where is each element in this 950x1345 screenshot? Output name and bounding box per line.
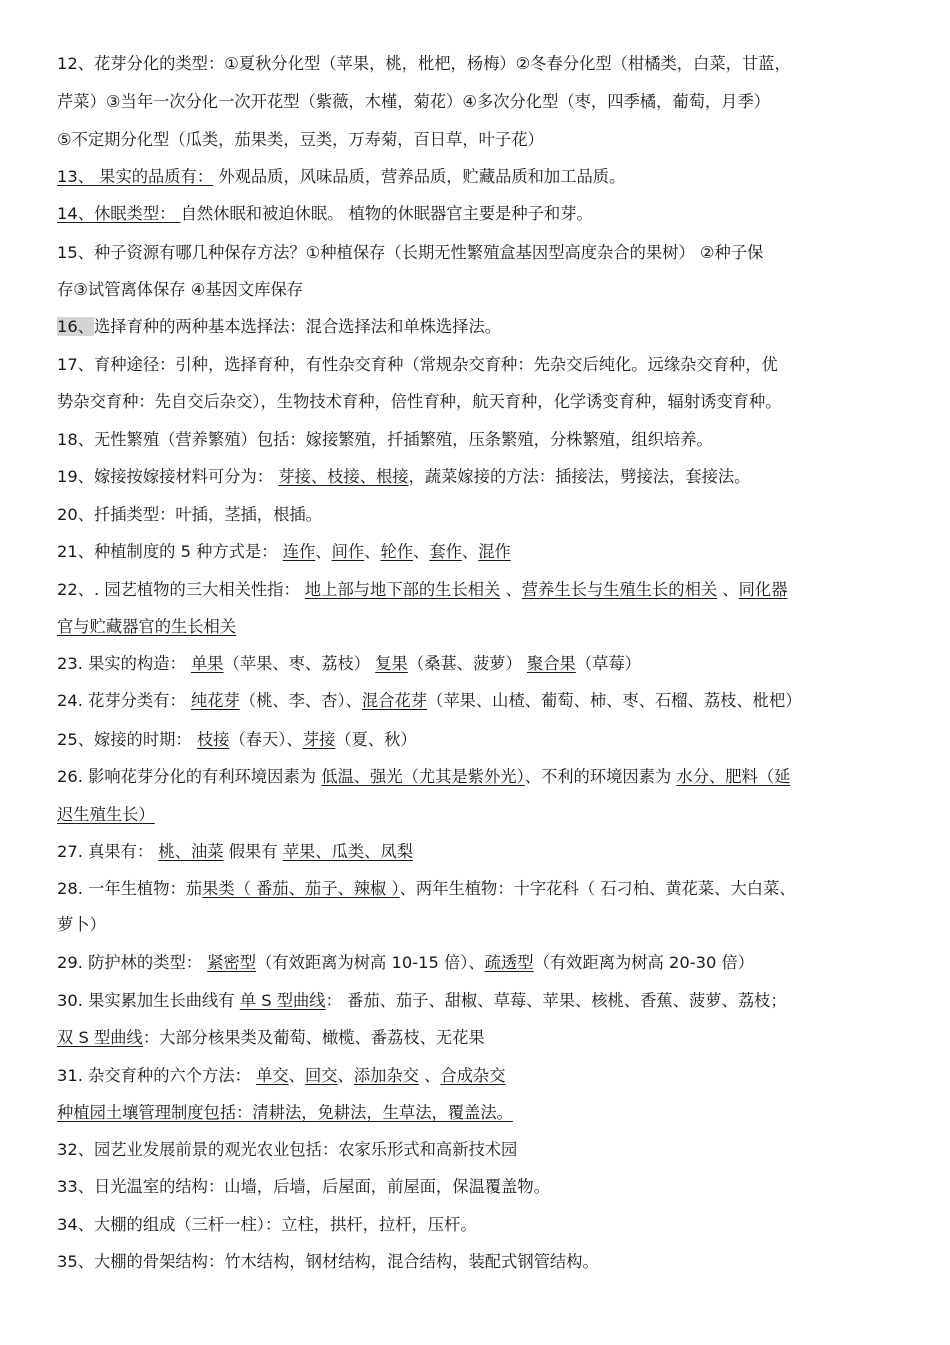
underlined-text: 低温、强光（尤其是紫外光） <box>321 767 525 786</box>
text-segment: 25、嫁接的时期： <box>57 730 197 749</box>
text-segment: 19、嫁接按嫁接材料可分为： <box>57 467 279 486</box>
text-line <box>57 277 898 303</box>
text-line <box>57 1100 898 1126</box>
text-segment: 27. 真果有： <box>57 842 159 861</box>
underlined-text: 复果 <box>375 654 408 673</box>
text-segment: 自然休眠和被迫休眠。 植物的休眠器官主要是种子和芽。 <box>180 204 593 223</box>
text-line <box>57 539 898 565</box>
text-segment: ⑤不定期分化型（瓜类，茄果类，豆类，万寿菊，百日草，叶子花） <box>57 130 544 149</box>
underlined-text: 13、 果实的品质有： <box>57 167 214 186</box>
text-segment: 、 <box>461 542 479 561</box>
text-line <box>57 688 898 714</box>
underlined-text: 合成杂交 <box>440 1066 506 1085</box>
underlined-text: 水分、肥料（延 <box>676 767 791 786</box>
underlined-text: 混合花芽 <box>361 691 428 710</box>
text-segment: 假果有 <box>223 842 283 861</box>
text-line <box>57 127 898 153</box>
text-line <box>57 1137 898 1163</box>
text-segment: 22、. 园艺植物的三大相关性指： <box>57 580 305 599</box>
text-line <box>57 201 898 227</box>
text-line <box>57 352 898 378</box>
underlined-text: 同化器 <box>738 580 788 599</box>
underlined-text: 枝接 <box>196 730 230 749</box>
text-line <box>57 502 898 528</box>
underlined-text: 种植园土壤管理制度包括：清耕法，免耕法，生草法，覆盖法。 <box>57 1103 513 1122</box>
text-segment: ： 番茄、茄子、甜椒、草莓、苹果、核桃、香蕉、菠萝、荔枝； <box>325 991 787 1010</box>
text-segment: 15、种子资源有哪几种保存方法？①种植保存（长期无性繁殖盒基因型高度杂合的果树） ②种子保 <box>57 243 764 262</box>
underlined-text: 混作 <box>478 542 511 561</box>
underlined-text: 回交 <box>304 1066 338 1085</box>
text-line <box>57 51 898 77</box>
underlined-text: 连作 <box>282 542 316 561</box>
underlined-text: 桃、油菜 <box>158 842 224 861</box>
underlined-text: 单交 <box>256 1066 289 1085</box>
text-segment: 芹菜）③当年一次分化一次开花型（紫薇，木槿，菊花）④多次分化型（枣，四季橘，葡萄，月季） <box>57 92 771 111</box>
text-line <box>57 764 898 790</box>
text-segment: 31. 杂交育种的六个方法： <box>57 1066 257 1085</box>
underlined-text: 迟生殖生长） <box>57 805 155 824</box>
text-segment: 24. 花芽分类有： <box>57 691 191 710</box>
text-segment: 、两年生植物：十字花科（ 石刁柏、黄花菜、大白菜、 <box>399 879 796 898</box>
text-segment: 、 <box>315 542 332 561</box>
text-segment: （桃、李、杏）、 <box>239 691 362 710</box>
text-segment: 35、大棚的骨架结构：竹木结构，钢材结构，混合结构，装配式钢管结构。 <box>57 1252 599 1271</box>
text-line <box>57 988 898 1014</box>
underlined-text: 聚合果 <box>526 654 576 673</box>
text-segment: 外观品质，风味品质，营养品质，贮藏品质和加工品质。 <box>213 167 626 186</box>
underlined-text: 添加杂交 <box>353 1066 419 1085</box>
text-segment: （桑葚、菠萝） <box>407 654 527 673</box>
text-segment: 17、育种途径：引种，选择育种，有性杂交育种（常规杂交育种：先杂交后纯化。远缘杂交育种，优 <box>57 355 778 374</box>
text-segment: （有效距离为树高 20-30 倍） <box>533 953 755 972</box>
underlined-text: 双 S 型曲线 <box>57 1028 143 1047</box>
text-segment: 、 <box>364 542 381 561</box>
underlined-text: 官与贮藏器官的生长相关 <box>57 617 237 636</box>
text-line <box>57 727 898 753</box>
text-segment: 12、花芽分化的类型：①夏秋分化型（苹果，桃，枇杷，杨梅）②冬春分化型（柑橘类，白菜，甘蓝， <box>57 54 791 73</box>
text-segment: （夏、秋） <box>335 730 417 749</box>
text-line <box>57 1249 898 1275</box>
text-segment: ，蔬菜嫁接的方法：插接法，劈接法，套接法。 <box>408 467 751 486</box>
underlined-text: 轮作 <box>380 542 414 561</box>
text-segment: 、 <box>717 580 739 599</box>
underlined-text: 营养生长与生殖生长的相关 <box>521 580 718 599</box>
text-segment: 34、大棚的组成（三杆一柱）：立柱，拱杆，拉杆，压杆。 <box>57 1215 477 1234</box>
text-segment: 18、无性繁殖（营养繁殖）包括：嫁接繁殖，扦插繁殖，压条繁殖，分株繁殖，组织培养。 <box>57 430 713 449</box>
text-line <box>57 427 898 453</box>
highlighted-text: 16、 <box>57 317 94 336</box>
text-segment: （草莓） <box>575 654 641 673</box>
text-segment: 势杂交育种：先自交后杂交），生物技术育种，倍性育种，航天育种，化学诱变育种，辐射诱变育种。 <box>57 392 782 411</box>
text-segment: （春天）、 <box>229 730 303 749</box>
underlined-text: 苹果、瓜类、凤梨 <box>282 842 413 861</box>
text-line <box>57 912 898 938</box>
text-segment: 、 <box>288 1066 305 1085</box>
text-line <box>57 1174 898 1200</box>
text-line <box>57 389 898 415</box>
text-line <box>57 1025 898 1051</box>
text-segment: 、 <box>337 1066 354 1085</box>
text-segment: 21、种植制度的 5 种方式是： <box>57 542 283 561</box>
text-segment: 、不利的环境因素为 <box>524 767 677 786</box>
text-line <box>57 89 898 115</box>
text-line <box>57 464 898 490</box>
underlined-text: 地上部与地下部的生长相关 <box>304 580 501 599</box>
underlined-text: 芽接 <box>302 730 336 749</box>
underlined-text: 果类（ 番茄、茄子、辣椒 ） <box>202 879 400 898</box>
text-line <box>57 577 898 603</box>
text-segment: 26. 影响花芽分化的有利环境因素为 <box>57 767 322 786</box>
underlined-text: 单果 <box>190 654 224 673</box>
text-segment: 29. 防护林的类型： <box>57 953 208 972</box>
text-line <box>57 876 898 902</box>
underlined-text: 纯花芽 <box>190 691 240 710</box>
underlined-text: 疏透型 <box>484 953 534 972</box>
text-segment: 萝卜） <box>57 915 106 934</box>
text-line <box>57 802 898 828</box>
text-line <box>57 651 898 677</box>
underlined-text: 14、休眠类型： <box>57 204 181 223</box>
text-line <box>57 839 898 865</box>
text-segment: （有效距离为树高 10-15 倍）、 <box>256 953 485 972</box>
text-segment: 存③试管离体保存 ④基因文库保存 <box>57 280 304 299</box>
text-segment: 选择育种的两种基本选择法：混合选择法和单株选择法。 <box>94 317 502 336</box>
underlined-text: 芽接、枝接、根接 <box>278 467 409 486</box>
text-segment: 、 <box>500 580 522 599</box>
text-line <box>57 1212 898 1238</box>
text-segment: 30. 果实累加生长曲线有 <box>57 991 240 1010</box>
text-segment: 、 <box>413 542 430 561</box>
text-segment: 28. 一年生植物：茄 <box>57 879 203 898</box>
text-line <box>57 950 898 976</box>
text-line <box>57 614 898 640</box>
text-segment: 20、扦插类型：叶插，茎插，根插。 <box>57 505 322 524</box>
text-segment: （苹果、山楂、葡萄、柿、枣、石榴、荔枝、枇杷） <box>427 691 802 710</box>
underlined-text: 套作 <box>429 542 462 561</box>
text-line <box>57 1063 898 1089</box>
underlined-text: 单 S 型曲线 <box>239 991 326 1010</box>
text-line <box>57 164 898 190</box>
text-segment: 32、园艺业发展前景的观光农业包括：农家乐形式和高新技术园 <box>57 1140 518 1159</box>
text-segment: 、 <box>418 1066 441 1085</box>
text-segment: ：大部分核果类及葡萄、橄榄、番荔枝、无花果 <box>142 1028 485 1047</box>
text-segment: 33、日光温室的结构：山墙，后墙，后屋面，前屋面，保温覆盖物。 <box>57 1177 550 1196</box>
underlined-text: 紧密型 <box>207 953 257 972</box>
text-line <box>57 314 898 340</box>
underlined-text: 间作 <box>331 542 365 561</box>
text-segment: 23. 果实的构造： <box>57 654 191 673</box>
text-line <box>57 240 898 266</box>
text-segment: （苹果、枣、荔枝） <box>223 654 376 673</box>
